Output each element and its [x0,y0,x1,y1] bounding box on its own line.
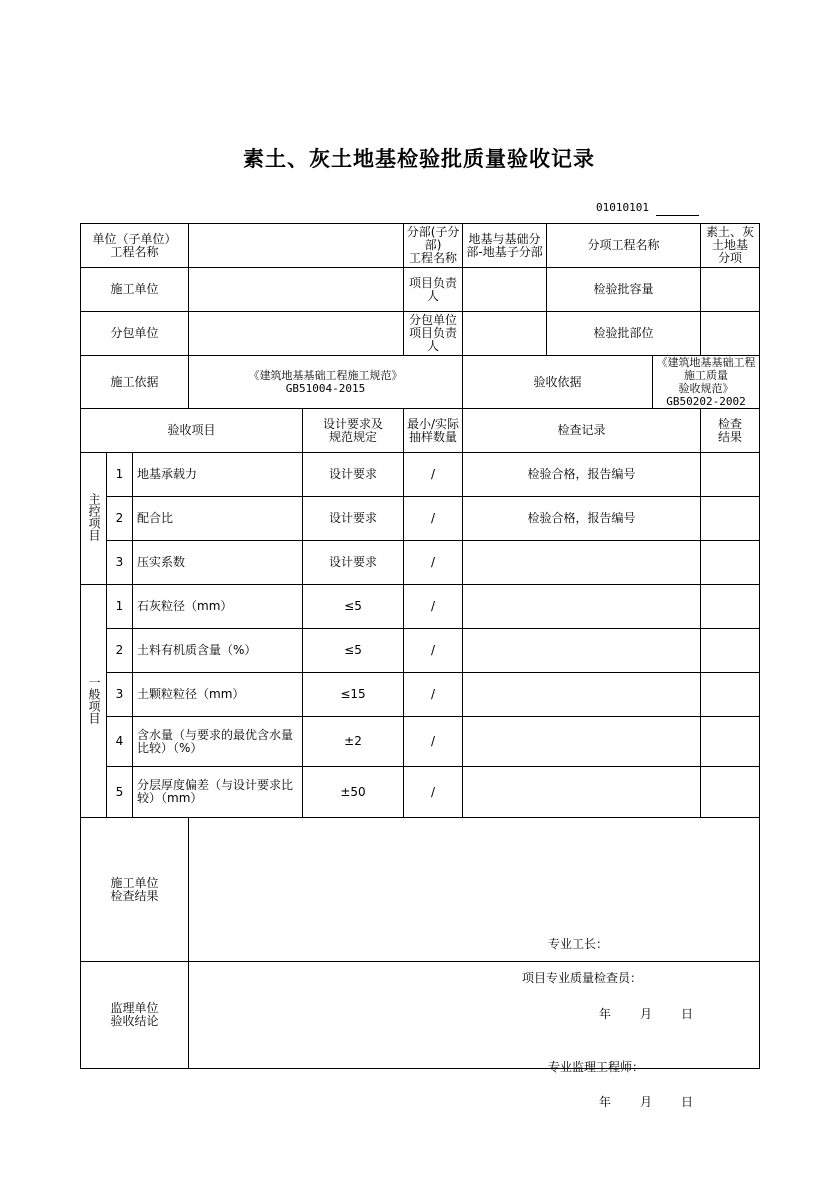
batch-part-label: 检验批部位 [547,312,701,356]
general-item-name: 石灰粒径（mm） [133,585,303,629]
date-month-label: 月 [640,1095,653,1109]
main-item-result[interactable] [701,497,760,541]
project-manager-value[interactable] [463,268,547,312]
acceptance-record-table [80,223,760,1109]
general-item-no: 4 [107,717,133,767]
quality-inspector-label: 项目专业质量检查员： [522,970,643,985]
general-item-no: 3 [107,673,133,717]
main-item-name: 地基承载力 [133,453,303,497]
foreman-label: 专业工长： [548,936,609,951]
general-item-result[interactable] [701,767,760,818]
code-underline [656,215,699,216]
document-title: 素土、灰土地基检验批质量验收记录 [243,146,595,171]
subcontractor-label: 分包单位 [81,312,189,356]
general-item-name: 含水量（与要求的最优含水量比较）（%） [133,717,303,767]
construction-basis-label: 施工依据 [81,356,189,409]
unit-name-label: 单位（子单位） 工程名称 [81,224,189,268]
main-item-no: 3 [107,541,133,585]
date-year-label: 年 [599,1095,612,1109]
general-item-result[interactable] [701,717,760,767]
general-item-requirement: ±50 [303,767,404,818]
general-item-name: 分层厚度偏差（与设计要求比较）（mm） [133,767,303,818]
main-item-record[interactable] [463,541,701,585]
general-item-requirement: ≤5 [303,585,404,629]
acceptance-basis-value: 《建筑地基基础工程施工质量 验收规范》GB50202-2002 [653,356,760,409]
project-manager-label: 项目负责人 [404,268,463,312]
subcontractor-value[interactable] [189,312,404,356]
general-item-sample: / [404,717,463,767]
general-group-label: 一般项目 [81,585,107,818]
general-item-name: 土料有机质含量（%） [133,629,303,673]
supervisor-area[interactable] [189,962,760,1109]
supervising-engineer-label: 专业监理工程师： [548,1060,645,1074]
general-item-sample: / [404,767,463,818]
general-item-no: 1 [107,585,133,629]
col-result-header: 检查 结果 [701,409,760,453]
general-item-record[interactable] [463,717,701,767]
col-record-header: 检查记录 [463,409,701,453]
main-item-requirement: 设计要求 [303,541,404,585]
col-sample-header: 最小/实际 抽样数量 [404,409,463,453]
batch-capacity-label: 检验批容量 [547,268,701,312]
acceptance-basis-label: 验收依据 [463,356,653,409]
batch-capacity-value[interactable] [701,268,760,312]
main-item-sample: / [404,453,463,497]
supervisor-label: 监理单位 验收结论 [81,962,189,1069]
main-item-record[interactable]: 检验合格，报告编号 [463,497,701,541]
general-item-requirement: ≤5 [303,629,404,673]
general-item-sample: / [404,673,463,717]
subdivision-label: 分部(子分部) 工程名称 [404,224,463,268]
general-item-result[interactable] [701,585,760,629]
date-year-label: 年 [599,1006,612,1021]
contractor-check-label: 施工单位 检查结果 [81,818,189,962]
main-item-result[interactable] [701,541,760,585]
main-item-requirement: 设计要求 [303,497,404,541]
date-day-label: 日 [681,1006,694,1021]
general-item-record[interactable] [463,629,701,673]
contractor-value[interactable] [189,268,404,312]
item-name-label: 分项工程名称 [547,224,701,268]
batch-part-value[interactable] [701,312,760,356]
general-item-record[interactable] [463,767,701,818]
col-design-header: 设计要求及 规范规定 [303,409,404,453]
general-item-no: 2 [107,629,133,673]
date-month-label: 月 [640,1006,653,1021]
main-item-record[interactable]: 检验合格，报告编号 [463,453,701,497]
main-item-name: 配合比 [133,497,303,541]
general-item-sample: / [404,629,463,673]
contractor-label: 施工单位 [81,268,189,312]
form-code: 01010101 [596,201,649,214]
general-item-no: 5 [107,767,133,818]
subdivision-value: 地基与基础分 部-地基子分部 [463,224,547,268]
main-item-sample: / [404,497,463,541]
main-item-requirement: 设计要求 [303,453,404,497]
sub-pm-value[interactable] [463,312,547,356]
main-control-group-label: 主控项目 [81,453,107,585]
general-item-requirement: ≤15 [303,673,404,717]
construction-basis-value: 《建筑地基基础工程施工规范》 GB51004-2015 [189,356,463,409]
main-item-no: 2 [107,497,133,541]
col-item-header: 验收项目 [81,409,303,453]
general-item-sample: / [404,585,463,629]
general-item-result[interactable] [701,629,760,673]
unit-name-value[interactable] [189,224,404,268]
main-item-no: 1 [107,453,133,497]
main-item-name: 压实系数 [133,541,303,585]
general-item-record[interactable] [463,585,701,629]
general-item-name: 土颗粒粒径（mm） [133,673,303,717]
item-name-value: 素土、灰土地基 分项 [701,224,760,268]
main-item-sample: / [404,541,463,585]
date-day-label: 日 [681,1095,694,1109]
contractor-check-area[interactable] [189,818,760,1021]
general-item-record[interactable] [463,673,701,717]
sub-pm-label: 分包单位 项目负责人 [404,312,463,356]
general-item-result[interactable] [701,673,760,717]
main-item-result[interactable] [701,453,760,497]
general-item-requirement: ±2 [303,717,404,767]
